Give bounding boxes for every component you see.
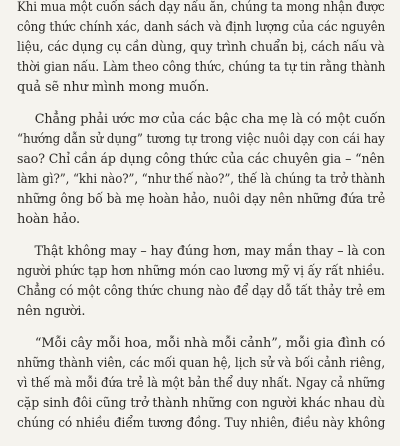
text-line: thời gian nấu. Làm theo công thức, chúng ta tự tin rằng thành [17, 60, 386, 75]
text-line: cặp sinh đôi cũng trở thành những con người khác nhau dù [17, 396, 385, 411]
text-line: Chẳng có một công thức chung nào để dạy dỗ tất thảy trẻ em [17, 284, 386, 299]
text-line: chúng có nhiều điểm tương đồng. Tuy nhiên, điều này không [17, 416, 386, 431]
text-line: những ông bố bà mẹ hoàn hảo, nuôi dạy nên những đứa trẻ [17, 192, 386, 207]
paragraph-3 [17, 242, 387, 322]
text-line: hoàn hảo. [17, 212, 81, 227]
text-line: Chẳng phải ước mơ của các bậc cha mẹ là có một cuốn [34, 112, 386, 127]
text-line: Thật không may – hay đúng hơn, may mắn thay – là con [34, 244, 386, 259]
paragraph-2 [17, 110, 387, 230]
text-line: nên người. [17, 304, 86, 319]
text-line: công thức chính xác, danh sách và định lượng của các nguyên [17, 20, 386, 35]
text-line: “Mỗi cây mỗi hoa, mỗi nhà mỗi cảnh”, mỗi gia đình có [34, 336, 386, 351]
text-line: người phức tạp hơn những món cao lương mỹ vị ấy rất nhiều. [17, 264, 385, 279]
text-line: “hướng dẫn sử dụng” tương tự trong việc nuôi dạy con cái hay [17, 132, 385, 147]
text-line: liệu, các dụng cụ cần dùng, quy trình chuẩn bị, cách nấu và [17, 40, 385, 55]
text-line: làm gì?”, “khi nào?”, “như thế nào?”, thế là chúng ta trở thành [17, 172, 386, 187]
paragraph-1 [17, 0, 387, 98]
body-text [17, 0, 387, 446]
text-line: sao? Chỉ cần áp dụng công thức của các chuyên gia – “nên [17, 152, 385, 167]
paragraph-4 [17, 334, 387, 434]
text-line: vì thế mà mỗi đứa trẻ là một bản thể duy nhất. Ngay cả những [17, 376, 386, 391]
text-line: Khi mua một cuốn sách dạy nấu ăn, chúng ta mong nhận được [17, 0, 385, 15]
text-line: quả sẽ như mình mong muốn. [17, 80, 210, 95]
text-line: những thành viên, các mối quan hệ, lịch sử và bối cảnh riêng, [17, 356, 386, 371]
